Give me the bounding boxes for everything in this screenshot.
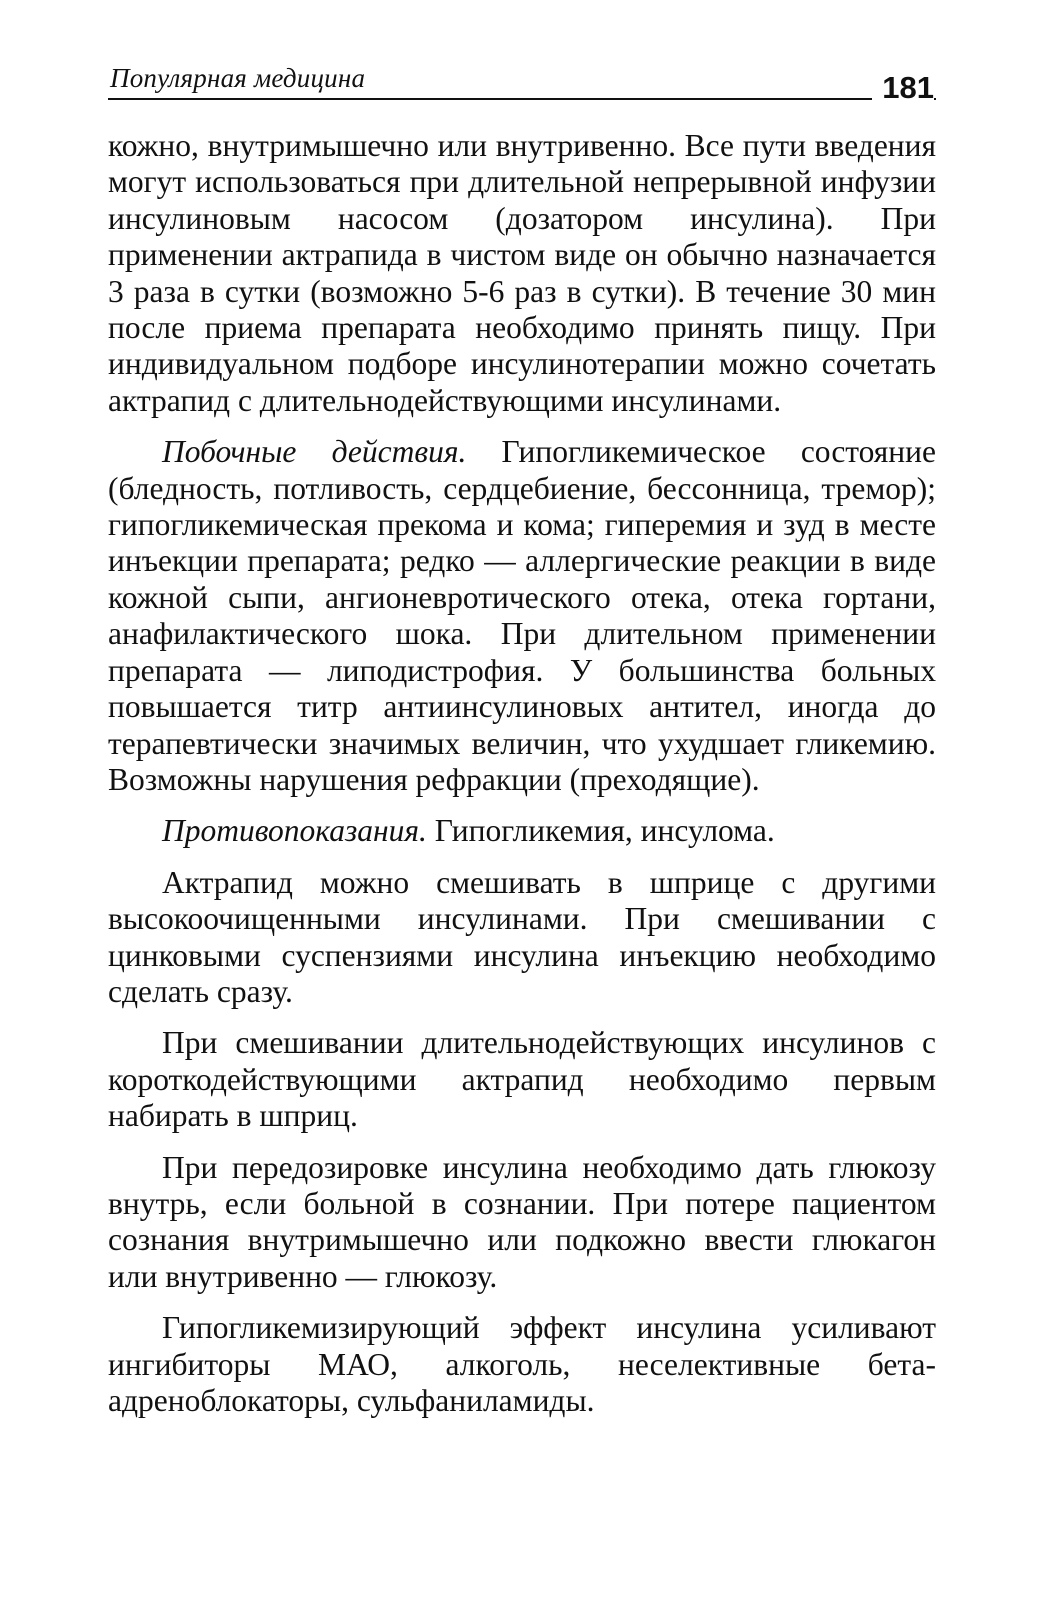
paragraph-text: Гипогликемия, инсулома. [426, 813, 775, 849]
paragraph-mixing-order [108, 1025, 936, 1134]
page-number: 181 [872, 70, 934, 106]
section-lead-contraindications: Противопоказания. [162, 813, 427, 849]
body-text [108, 128, 936, 1419]
paragraph-overdose [108, 1150, 936, 1296]
paragraph-text: При смешивании длительнодействующих инсулинов с короткодействующими актрапид необходимо первым набирать в шприц. [108, 1025, 936, 1134]
section-lead-side-effects: Побочные действия. [162, 434, 467, 470]
running-title: Популярная медицина [110, 63, 366, 93]
paragraph-text: При передозировке инсулина необходимо дать глюкозу внутрь, если больной в сознании. При потере пациентом сознания внутримышечно или подкожно ввести глюкагон или внутривенно — глюкозу. [108, 1149, 936, 1294]
page-header [108, 52, 936, 105]
paragraph-text: кожно, внутримышечно или внутривенно. Все пути введения могут использоваться при длительной непрерывной инфузии инсулиновым насосом (дозатором инсулина). При применении актрапида в чистом виде он обычно назначается 3 раза в сутки (возможно 5-6 раз в сутки). В течение 30 мин после приема препарата необходимо принять пищу. При индивидуальном подборе инсулинотерапии можно сочетать актрапид с длительнодействующими инсулинами. [108, 128, 936, 418]
paragraph-text: Актрапид можно смешивать в шприце с другими высокоочищенными инсулинами. При смешивании с цинковыми суспензиями инсулина инъекцию необходимо сделать сразу. [108, 864, 936, 1009]
paragraph-text: Гипогликемическое состояние (бледность, потливость, сердцебиение, бессонница, тремор); гипогликемическая прекома и кома; гиперемия и зуд в месте инъекции препарата; редко — аллергические реакции в виде кожной сыпи, ангионевротического отека, отека гортани, анафилактического шока. При длительном применении препарата — липодистрофия. У большинства больных повышается титр антиинсулиновых антител, иногда до терапевтически значимых величин, что ухудшает гликемию. Возможны нарушения рефракции (преходящие). [108, 434, 936, 797]
paragraph-interactions [108, 1310, 936, 1419]
paragraph-mixing [108, 865, 936, 1011]
book-page [108, 52, 936, 1419]
paragraph-side-effects [108, 434, 936, 798]
paragraph-contraindications [108, 813, 936, 849]
paragraph-text: Гипогликемизирующий эффект инсулина усиливают ингибиторы МАО, алкоголь, неселективные бета-адреноблокаторы, сульфаниламиды. [108, 1310, 936, 1418]
paragraph-continued [108, 128, 936, 419]
